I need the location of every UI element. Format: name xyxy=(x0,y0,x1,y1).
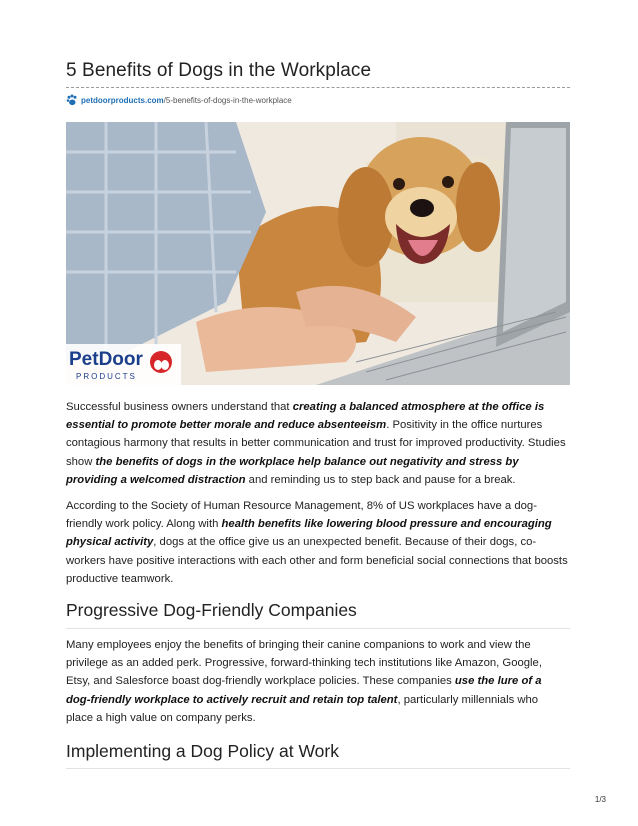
heading-progressive-companies: Progressive Dog-Friendly Companies xyxy=(66,600,357,620)
page-title: 5 Benefits of Dogs in the Workplace xyxy=(66,60,372,81)
title-divider xyxy=(66,87,570,88)
logo-text-sub: PRODUCTS xyxy=(76,372,137,381)
source-domain[interactable]: petdoorproducts.com xyxy=(81,95,164,105)
logo-text-main: PetDoor xyxy=(69,349,143,370)
source-link[interactable] xyxy=(66,93,292,107)
heading-dog-policy: Implementing a Dog Policy at Work xyxy=(66,741,339,761)
source-path[interactable]: /5-benefits-of-dogs-in-the-workplace xyxy=(163,95,292,105)
paragraph-2: According to the Society of Human Resource Management, 8% of US workplaces have a dog-friendly work policy. Along with health benefits like lowering blood pressure and encouraging physical activity, dogs at the office give us an unexpected benefit. Because of their dogs, co-workers have positive interactions with each other and form beneficial social connections that boosts productive teamwork. xyxy=(66,500,568,585)
heading-rule-1 xyxy=(66,628,570,629)
page-number: 1/3 xyxy=(594,795,606,804)
paw-icon xyxy=(66,94,78,106)
dog-laptop-illustration xyxy=(66,122,570,385)
paragraph-1: Successful business owners understand that creating a balanced atmosphere at the office is essential to promote better morale and reduce absenteeism. Positivity in the office nurtures contagious harmony that results in better communication and trust for improved productivity. Studies show the benefits of dogs in the workplace help balance out negativity and stress by providing a welcomed distraction and reminding us to step back and pause for a break. xyxy=(66,401,566,486)
hero-image xyxy=(66,122,570,385)
heading-rule-2 xyxy=(66,768,570,769)
paragraph-3: Many employees enjoy the benefits of bringing their canine companions to work and view the privilege as an added perk. Progressive, forward-thinking tech institutions like Amazon, Google, Etsy, and Salesforce boast dog-friendly workplace policies. These companies use the lure of a dog-friendly workplace to actively recruit and retain top talent, particularly millennials who place a high value on company perks. xyxy=(66,639,542,724)
